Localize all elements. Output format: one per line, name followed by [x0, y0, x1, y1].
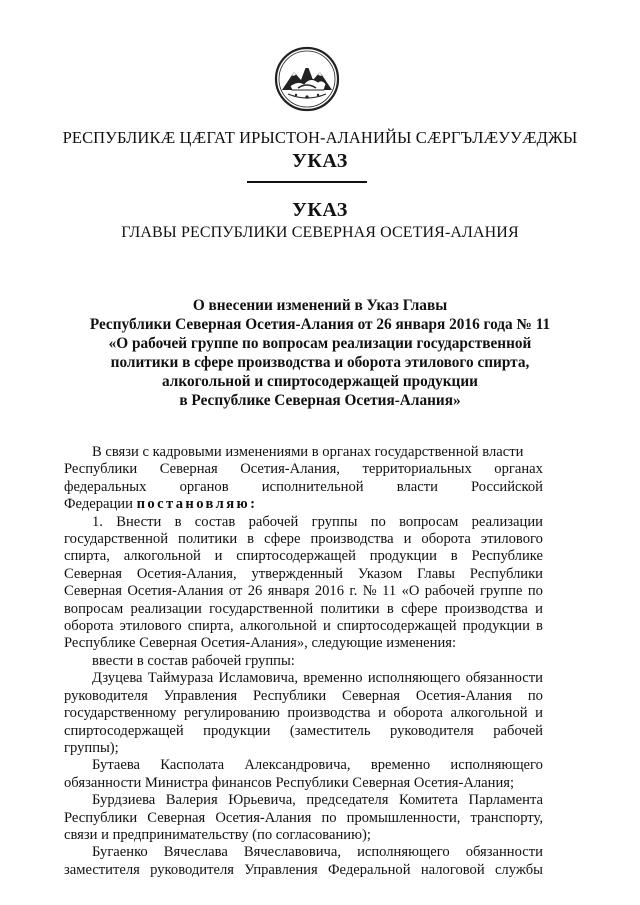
word: государственному [64, 705, 177, 722]
federation-word: Федерации [64, 496, 133, 513]
word: 11 [382, 583, 397, 600]
word: г. [349, 583, 358, 600]
word: оборота [64, 618, 114, 635]
body-line [64, 670, 543, 687]
body-line [64, 461, 543, 478]
word: рабочей [493, 722, 543, 739]
word: Осетия-Алания [215, 809, 312, 826]
word: Осетия-Алания [127, 583, 224, 600]
word: состав [194, 513, 236, 530]
word: этилового [480, 531, 543, 548]
word: Российской [471, 478, 543, 495]
word: 2016 [314, 583, 344, 600]
word: вопросам [64, 600, 124, 617]
body-line [64, 862, 543, 879]
title-line: алкогольной и спиртосодержащей продукции [161, 373, 478, 390]
word: исполнительной [261, 478, 364, 495]
word: группе [479, 583, 523, 600]
word: (заместитель [289, 722, 371, 739]
body-line [64, 583, 543, 600]
decree-body [64, 444, 543, 879]
word: государственной [64, 531, 169, 548]
body-line [64, 566, 543, 583]
word: спирта, [187, 618, 234, 635]
body-line [64, 548, 543, 565]
word: Александровича, [244, 757, 351, 774]
word: от [228, 583, 243, 600]
resolve-verb: постановляю: [136, 496, 258, 513]
word: Комитета [399, 792, 459, 809]
word: в [386, 600, 394, 617]
word: реализации [471, 513, 543, 530]
word: по [370, 513, 386, 530]
word: Северная [342, 687, 401, 704]
word: власти [396, 478, 438, 495]
issuer-heading: ГЛАВЫ РЕСПУБЛИКИ СЕВЕРНАЯ ОСЕТИЯ-АЛАНИЯ [121, 224, 519, 241]
body-line [64, 705, 543, 722]
word: «О [401, 583, 420, 600]
word: производства [287, 705, 371, 722]
body-line [64, 844, 543, 861]
word: в [536, 618, 543, 635]
body-line [64, 479, 543, 496]
word: Вячеславовича, [243, 844, 342, 861]
body-line [64, 618, 543, 635]
title-line: «О рабочей группе по вопросам реализации государственной [108, 335, 532, 352]
divider-line [247, 181, 367, 183]
word: Осетия-Алания [415, 687, 512, 704]
word: 1. [92, 513, 103, 530]
word: Республики [252, 687, 327, 704]
word: Исламовича, [218, 670, 298, 687]
title-line: политики в сфере производства и оборота этилового спирта, [110, 354, 530, 371]
word: производства [444, 600, 528, 617]
word: сфере [401, 600, 438, 617]
word: обязанности [465, 670, 543, 687]
decree-heading-russian: УКАЗ [292, 199, 348, 221]
word: алкогольной [450, 705, 528, 722]
body-line: Республике Северная Осетия-Алания», следующие изменения: [64, 635, 457, 652]
word: руководителя [389, 722, 474, 739]
word: Внести [116, 513, 162, 530]
word: транспорту, [470, 809, 543, 826]
word: Бутаева [92, 757, 140, 774]
word: продукции [203, 722, 271, 739]
word: регулированию [184, 705, 280, 722]
word: продукции [462, 618, 530, 635]
body-line: группы); [64, 739, 119, 756]
word: председателя [306, 792, 389, 809]
word: Управления [163, 687, 238, 704]
word: рабочей [248, 513, 299, 530]
word: производства [310, 531, 394, 548]
word: и [322, 618, 331, 635]
word: руководителя [64, 687, 148, 704]
word: Осетия-Алания, [136, 565, 237, 582]
word: по [527, 687, 543, 704]
word: исполняющего [357, 844, 450, 861]
word: спиртосодержащей [236, 548, 356, 565]
word: политики [178, 531, 238, 548]
word: реализации [130, 600, 202, 617]
republic-name-ossetian: РЕСПУБЛИКӔ ЦӔГАТ ИРЫСТОН-АЛАНИЙЫ СӔРГЪЛӔУУӔДЖЫ [62, 128, 578, 147]
word: государственной [209, 600, 314, 617]
word: обязанности [465, 844, 543, 861]
word: продукции [369, 548, 437, 565]
word: Юрьевича, [228, 792, 296, 809]
word: исполняющего [367, 670, 461, 687]
word: руководителя [150, 861, 234, 878]
word: этилового [119, 618, 182, 635]
body-line [64, 757, 543, 774]
word: Республике [471, 548, 543, 565]
body-line: связи и предпринимательству (по согласованию); [64, 826, 371, 843]
word: по [321, 809, 337, 826]
word: Северная [64, 565, 122, 582]
body-line: В связи с кадровыми изменениями в органах государственной власти [92, 444, 524, 460]
word: Таймураза [147, 670, 214, 687]
word: и [403, 531, 412, 548]
word: вопросам [399, 513, 459, 530]
body-line [64, 496, 543, 513]
word: и [214, 548, 223, 565]
word: 26 [247, 583, 263, 600]
word: Касполата [160, 757, 225, 774]
word: в [247, 531, 255, 548]
body-line [64, 810, 543, 827]
word: Указом [357, 565, 403, 582]
word: Бугаенко [92, 844, 148, 861]
word: Осетия-Алания, [240, 461, 340, 478]
word: заместителя [64, 861, 140, 878]
word: и [378, 705, 386, 722]
word: Вячеслава [163, 844, 228, 861]
word: Парламента [468, 792, 543, 809]
word: Северная [64, 583, 122, 600]
word: Валерия [165, 792, 218, 809]
word: спиртосодержащей [64, 722, 184, 739]
word: Федеральной [328, 861, 411, 878]
word: в [174, 513, 182, 530]
word: группы [311, 513, 358, 530]
word: Северная [159, 461, 218, 478]
word: сфере [264, 531, 301, 548]
body-line [64, 688, 543, 705]
body-line [64, 531, 543, 548]
word: временно [370, 757, 431, 774]
word: Республики [64, 809, 138, 826]
word: службы [494, 861, 543, 878]
body-line [64, 514, 543, 531]
body-line [64, 723, 543, 740]
word: Республики [64, 461, 138, 478]
word: налоговой [420, 861, 485, 878]
word: в [450, 548, 458, 565]
word: Дзуцева [92, 670, 143, 687]
word: органов [179, 478, 229, 495]
decree-title [60, 296, 580, 410]
word: федеральных [64, 478, 147, 495]
word: № [362, 583, 377, 600]
word: спиртосодержащей [336, 618, 457, 635]
word: Бурдзиева [92, 792, 156, 809]
coat-of-arms-emblem [274, 46, 340, 112]
word: алкогольной [239, 618, 317, 635]
body-line [64, 601, 543, 618]
word: Управления [244, 861, 318, 878]
word: временно [303, 670, 363, 687]
word: спирта, [64, 548, 110, 565]
body-line: обязанности Министра финансов Республики Северная Осетия-Алания; [64, 774, 515, 791]
body-line [64, 792, 543, 809]
word: Республики [469, 565, 543, 582]
word: оборота [421, 531, 471, 548]
word: политики [320, 600, 380, 617]
word: промышленности, [346, 809, 461, 826]
word: рабочей [424, 583, 475, 600]
word: Северная [147, 809, 206, 826]
body-line: ввести в состав рабочей группы: [92, 652, 295, 669]
word: органах [494, 461, 543, 478]
word: Главы [417, 565, 455, 582]
word: и [535, 600, 543, 617]
title-line: в Республике Северная Осетия-Алания» [179, 392, 461, 409]
word: территориальных [362, 461, 472, 478]
word: и [535, 705, 543, 722]
title-line: Республики Северная Осетия-Алания от 26 января 2016 года № 11 [89, 316, 551, 333]
word: января [267, 583, 310, 600]
title-line: О внесении изменений в Указ Главы [192, 297, 448, 314]
word: по [527, 583, 543, 600]
word: исполняющего [450, 757, 543, 774]
word: алкогольной [123, 548, 201, 565]
decree-heading-ossetian: УКАЗ [292, 150, 348, 172]
word: утвержденный [251, 565, 343, 582]
word: оборота [393, 705, 443, 722]
